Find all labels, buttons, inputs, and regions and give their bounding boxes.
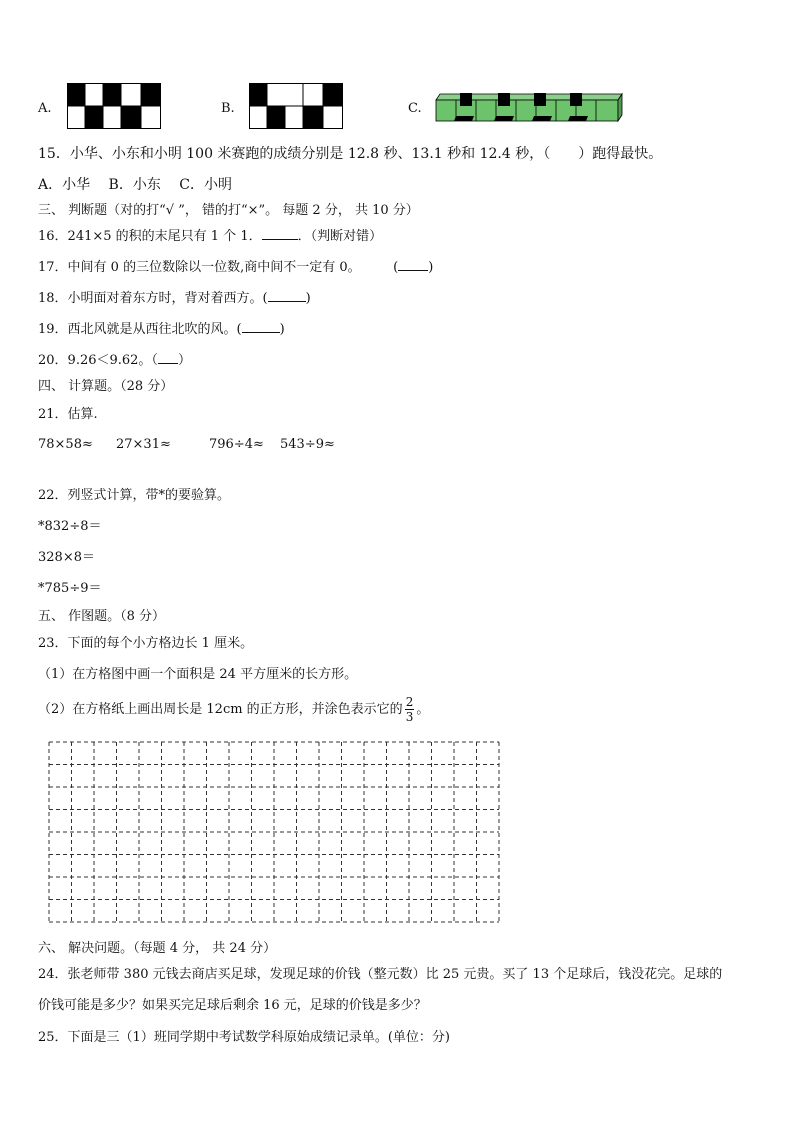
question-20-close: ） — [177, 353, 191, 368]
question-19 — [38, 322, 285, 338]
option-b-figure — [249, 83, 343, 129]
question-16 — [38, 229, 382, 245]
section-6-title: 六、 解决问题。（每题 4 分， 共 24 分） — [38, 941, 277, 956]
section-5-title: 五、 作图题。（8 分） — [38, 609, 166, 624]
answer-blank-16[interactable] — [262, 239, 298, 240]
fraction-denominator: 3 — [405, 710, 414, 724]
question-17-close: ) — [428, 260, 434, 275]
question-18-text: 18．小明面对着东方时，背对着西方。( — [38, 291, 268, 306]
estimate-item: 543÷9≈ — [280, 437, 335, 452]
question-25: 25．下面是三（1）班同学期中考试数学科原始成绩记录单。(单位：分) — [38, 1030, 450, 1045]
estimate-item: 78×58≈ — [38, 437, 93, 452]
option-a-figure — [67, 83, 161, 129]
question-23-part-2 — [38, 696, 429, 724]
question-15-choices: A．小华 B．小东 C．小明 — [38, 177, 233, 193]
question-23-part-2-text: （2）在方格纸上画出周长是 12cm 的正方形，并涂色表示它的 — [38, 702, 403, 717]
question-18-close: ) — [305, 291, 311, 306]
question-20 — [38, 353, 191, 369]
vertical-calc-item: 328×8＝ — [38, 550, 95, 565]
question-23-part-1: （1）在方格图中画一个面积是 24 平方厘米的长方形。 — [38, 667, 358, 682]
question-18 — [38, 291, 311, 307]
question-23-title: 23．下面的每个小方格边长 1 厘米。 — [38, 636, 254, 651]
answer-blank-19[interactable] — [242, 332, 280, 333]
question-24-line-1: 24．张老师带 380 元钱去商店买足球，发现足球的价钱（整元数）比 25 元贵。买了 13 个足球后，钱没花完。足球的 — [38, 967, 723, 982]
fraction-numerator: 2 — [405, 695, 414, 709]
question-22-title: 22．列竖式计算，带*的要验算。 — [38, 488, 231, 503]
question-17 — [38, 260, 433, 276]
answer-blank-18[interactable] — [268, 301, 306, 302]
section-3-title: 三、 判断题（对的打“√ ”， 错的打“×”。 每题 2 分， 共 10 分） — [38, 203, 419, 218]
question-16-text: 16．241×5 的积的末尾只有 1 个 1． — [38, 229, 262, 244]
question-16-suffix: ．（判断对错） — [297, 229, 383, 244]
question-15: 15．小华、小东和小明 100 米赛跑的成绩分别是 12.8 秒、13.1 秒和 12.4 秒，（ ）跑得最快。 — [38, 146, 663, 162]
question-23-part-2-end: 。 — [416, 702, 430, 717]
vertical-calc-item: *832÷8＝ — [38, 519, 102, 534]
answer-blank-20[interactable] — [158, 363, 178, 364]
option-c-label: C. — [408, 101, 422, 116]
square-grid[interactable] — [48, 741, 500, 923]
question-20-text: 20．9.26＜9.62。（ — [38, 353, 158, 368]
question-24-line-2: 价钱可能是多少？如果买完足球后剩余 16 元，足球的价钱是多少？ — [38, 998, 427, 1013]
question-21-title: 21．估算. — [38, 407, 98, 422]
estimate-item: 27×31≈ — [116, 437, 171, 452]
option-b-label: B. — [221, 101, 235, 116]
question-17-text: 17．中间有 0 的三位数除以一位数,商中间不一定有 0。 ( — [38, 260, 399, 275]
vertical-calc-item: *785÷9＝ — [38, 581, 102, 596]
option-a-label: A. — [38, 101, 52, 116]
question-19-close: ) — [279, 322, 285, 337]
answer-blank-17[interactable] — [398, 270, 428, 271]
question-19-text: 19．西北风就是从西往北吹的风。( — [38, 322, 242, 337]
estimate-item: 796÷4≈ — [209, 437, 264, 452]
fraction — [405, 696, 415, 723]
section-4-title: 四、 计算题。（28 分） — [38, 379, 174, 394]
option-c-figure — [434, 90, 624, 122]
